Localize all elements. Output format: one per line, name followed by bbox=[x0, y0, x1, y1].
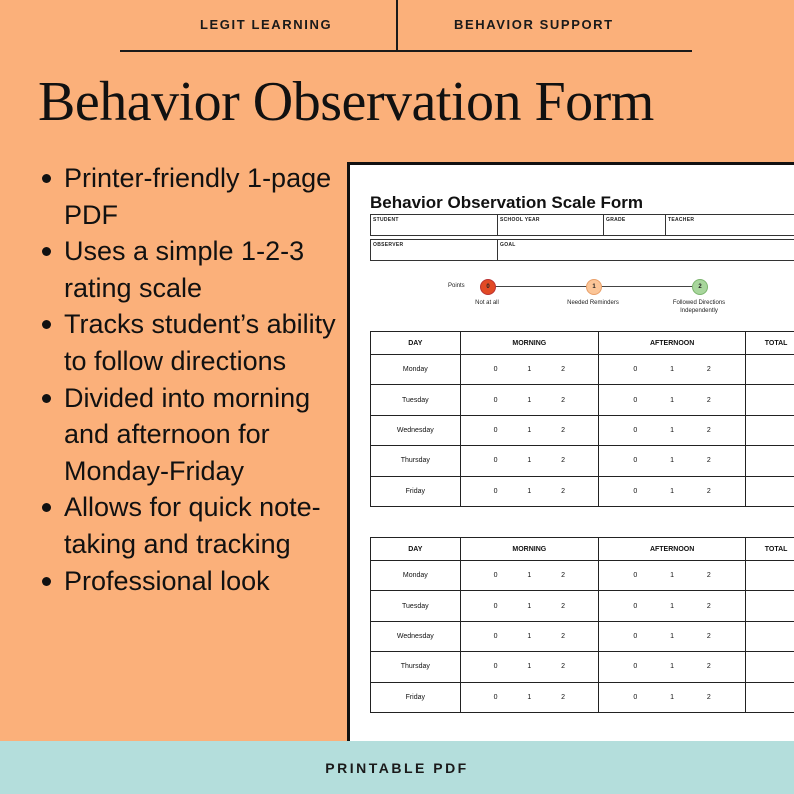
rating-value: 1 bbox=[670, 572, 675, 580]
feature-item: Professional look bbox=[38, 563, 338, 600]
header-rule bbox=[120, 50, 692, 52]
rating-value: 0 bbox=[633, 487, 638, 495]
day-cell: Tuesday bbox=[371, 591, 461, 621]
rating-value: 2 bbox=[706, 426, 711, 434]
feature-list bbox=[38, 160, 338, 599]
rating-value: 0 bbox=[633, 693, 638, 701]
rating-value: 0 bbox=[493, 457, 498, 465]
scale-point-2: 2 bbox=[692, 279, 708, 295]
table-row bbox=[371, 621, 794, 651]
rating-value: 2 bbox=[561, 663, 566, 671]
rating-value: 2 bbox=[561, 572, 566, 580]
morning-cell bbox=[460, 476, 598, 506]
rating-value: 0 bbox=[633, 572, 638, 580]
rating-value: 1 bbox=[527, 572, 532, 580]
feature-item: Printer-friendly 1-page PDF bbox=[38, 160, 338, 233]
rating-value: 0 bbox=[493, 487, 498, 495]
rating-value: 2 bbox=[561, 396, 566, 404]
rating-value: 0 bbox=[493, 396, 498, 404]
total-cell bbox=[746, 476, 794, 506]
rating-value: 1 bbox=[670, 396, 675, 404]
rating-value: 2 bbox=[706, 487, 711, 495]
rating-value: 1 bbox=[670, 426, 675, 434]
rating-value: 1 bbox=[527, 487, 532, 495]
table-row bbox=[371, 446, 794, 476]
grade-label: GRADE bbox=[606, 217, 626, 223]
morning-cell bbox=[460, 385, 598, 415]
rating-table bbox=[370, 537, 794, 713]
afternoon-cell bbox=[598, 621, 745, 651]
morning-cell bbox=[460, 355, 598, 385]
rating-value: 0 bbox=[633, 663, 638, 671]
rating-value: 0 bbox=[493, 426, 498, 434]
afternoon-cell bbox=[598, 561, 745, 591]
rating-value: 1 bbox=[527, 457, 532, 465]
morning-header: MORNING bbox=[460, 538, 598, 561]
total-cell bbox=[746, 415, 794, 445]
school-year-field bbox=[497, 214, 604, 236]
rating-value: 2 bbox=[706, 632, 711, 640]
scale-point-0: 0 bbox=[480, 279, 496, 295]
rating-value: 0 bbox=[633, 602, 638, 610]
morning-cell bbox=[460, 591, 598, 621]
total-cell bbox=[746, 561, 794, 591]
student-label: STUDENT bbox=[373, 217, 399, 223]
points-label: Points bbox=[448, 283, 465, 289]
header-divider bbox=[396, 0, 398, 51]
total-cell bbox=[746, 355, 794, 385]
school-year-label: SCHOOL YEAR bbox=[500, 217, 540, 223]
rating-value: 0 bbox=[633, 366, 638, 374]
goal-label: GOAL bbox=[500, 242, 516, 248]
rating-value: 1 bbox=[527, 632, 532, 640]
table-row bbox=[371, 476, 794, 506]
afternoon-cell bbox=[598, 385, 745, 415]
scale-caption-0: Not at all bbox=[475, 300, 499, 306]
morning-header: MORNING bbox=[460, 332, 598, 355]
rating-value: 1 bbox=[670, 663, 675, 671]
footer-bar bbox=[0, 741, 794, 794]
page-title: Behavior Observation Form bbox=[38, 71, 654, 133]
rating-value: 2 bbox=[706, 366, 711, 374]
afternoon-cell bbox=[598, 591, 745, 621]
rating-value: 2 bbox=[561, 632, 566, 640]
day-cell: Thursday bbox=[371, 652, 461, 682]
morning-cell bbox=[460, 621, 598, 651]
scale-caption-1: Needed Reminders bbox=[567, 300, 619, 306]
morning-cell bbox=[460, 415, 598, 445]
rating-value: 1 bbox=[527, 426, 532, 434]
rating-value: 1 bbox=[527, 366, 532, 374]
rating-value: 2 bbox=[706, 693, 711, 701]
rating-value: 0 bbox=[493, 366, 498, 374]
rating-value: 2 bbox=[561, 602, 566, 610]
day-cell: Wednesday bbox=[371, 621, 461, 651]
table-row bbox=[371, 591, 794, 621]
rating-table bbox=[370, 331, 794, 507]
form-preview bbox=[347, 162, 794, 752]
total-header: TOTAL bbox=[746, 538, 794, 561]
table-row bbox=[371, 415, 794, 445]
afternoon-cell bbox=[598, 682, 745, 712]
morning-cell bbox=[460, 446, 598, 476]
day-header: DAY bbox=[371, 538, 461, 561]
feature-item: Divided into morning and afternoon for Monday-Friday bbox=[38, 380, 338, 490]
table-row bbox=[371, 561, 794, 591]
scale-point-1: 1 bbox=[586, 279, 602, 295]
afternoon-cell bbox=[598, 355, 745, 385]
day-cell: Tuesday bbox=[371, 385, 461, 415]
brand-label: LEGIT LEARNING bbox=[200, 17, 333, 32]
goal-field bbox=[497, 239, 794, 261]
rating-value: 1 bbox=[527, 602, 532, 610]
total-cell bbox=[746, 652, 794, 682]
rating-value: 2 bbox=[706, 602, 711, 610]
feature-item: Tracks student’s ability to follow directions bbox=[38, 306, 338, 379]
rating-value: 0 bbox=[493, 572, 498, 580]
rating-value: 0 bbox=[633, 457, 638, 465]
rating-value: 2 bbox=[706, 572, 711, 580]
afternoon-cell bbox=[598, 652, 745, 682]
student-field bbox=[370, 214, 498, 236]
rating-value: 1 bbox=[670, 457, 675, 465]
form-title: Behavior Observation Scale Form bbox=[370, 193, 644, 212]
table-header-row bbox=[371, 538, 794, 561]
total-cell bbox=[746, 385, 794, 415]
grade-field bbox=[603, 214, 666, 236]
afternoon-header: AFTERNOON bbox=[598, 538, 745, 561]
rating-value: 1 bbox=[527, 396, 532, 404]
rating-value: 0 bbox=[633, 426, 638, 434]
rating-value: 0 bbox=[633, 632, 638, 640]
category-label: BEHAVIOR SUPPORT bbox=[454, 17, 614, 32]
rating-value: 1 bbox=[527, 663, 532, 671]
morning-cell bbox=[460, 652, 598, 682]
afternoon-header: AFTERNOON bbox=[598, 332, 745, 355]
feature-item: Allows for quick note-taking and tracking bbox=[38, 489, 338, 562]
table-row bbox=[371, 355, 794, 385]
day-cell: Friday bbox=[371, 682, 461, 712]
total-cell bbox=[746, 446, 794, 476]
rating-value: 1 bbox=[527, 693, 532, 701]
rating-value: 2 bbox=[706, 396, 711, 404]
rating-value: 1 bbox=[670, 366, 675, 374]
rating-value: 0 bbox=[493, 693, 498, 701]
table-row bbox=[371, 385, 794, 415]
rating-value: 2 bbox=[561, 426, 566, 434]
total-cell bbox=[746, 591, 794, 621]
rating-value: 2 bbox=[706, 457, 711, 465]
morning-cell bbox=[460, 561, 598, 591]
rating-value: 0 bbox=[633, 396, 638, 404]
table-header-row bbox=[371, 332, 794, 355]
observer-label: OBSERVER bbox=[373, 242, 404, 248]
afternoon-cell bbox=[598, 446, 745, 476]
total-cell bbox=[746, 682, 794, 712]
scale-caption-2: Followed Directions Independently bbox=[672, 300, 726, 314]
observer-field bbox=[370, 239, 498, 261]
rating-value: 0 bbox=[493, 632, 498, 640]
rating-value: 2 bbox=[706, 663, 711, 671]
teacher-field bbox=[665, 214, 794, 236]
rating-value: 2 bbox=[561, 487, 566, 495]
rating-value: 1 bbox=[670, 693, 675, 701]
day-cell: Thursday bbox=[371, 446, 461, 476]
total-cell bbox=[746, 621, 794, 651]
rating-value: 2 bbox=[561, 366, 566, 374]
day-cell: Friday bbox=[371, 476, 461, 506]
afternoon-cell bbox=[598, 415, 745, 445]
rating-value: 1 bbox=[670, 602, 675, 610]
rating-value: 2 bbox=[561, 693, 566, 701]
rating-value: 1 bbox=[670, 632, 675, 640]
table-row bbox=[371, 652, 794, 682]
day-cell: Wednesday bbox=[371, 415, 461, 445]
day-cell: Monday bbox=[371, 355, 461, 385]
morning-cell bbox=[460, 682, 598, 712]
teacher-label: TEACHER bbox=[668, 217, 695, 223]
footer-label: PRINTABLE PDF bbox=[325, 760, 469, 776]
total-header: TOTAL bbox=[746, 332, 794, 355]
rating-value: 0 bbox=[493, 602, 498, 610]
afternoon-cell bbox=[598, 476, 745, 506]
table-row bbox=[371, 682, 794, 712]
rating-value: 1 bbox=[670, 487, 675, 495]
top-header bbox=[0, 0, 794, 50]
day-header: DAY bbox=[371, 332, 461, 355]
rating-value: 2 bbox=[561, 457, 566, 465]
feature-item: Uses a simple 1-2-3 rating scale bbox=[38, 233, 338, 306]
day-cell: Monday bbox=[371, 561, 461, 591]
rating-value: 0 bbox=[493, 663, 498, 671]
